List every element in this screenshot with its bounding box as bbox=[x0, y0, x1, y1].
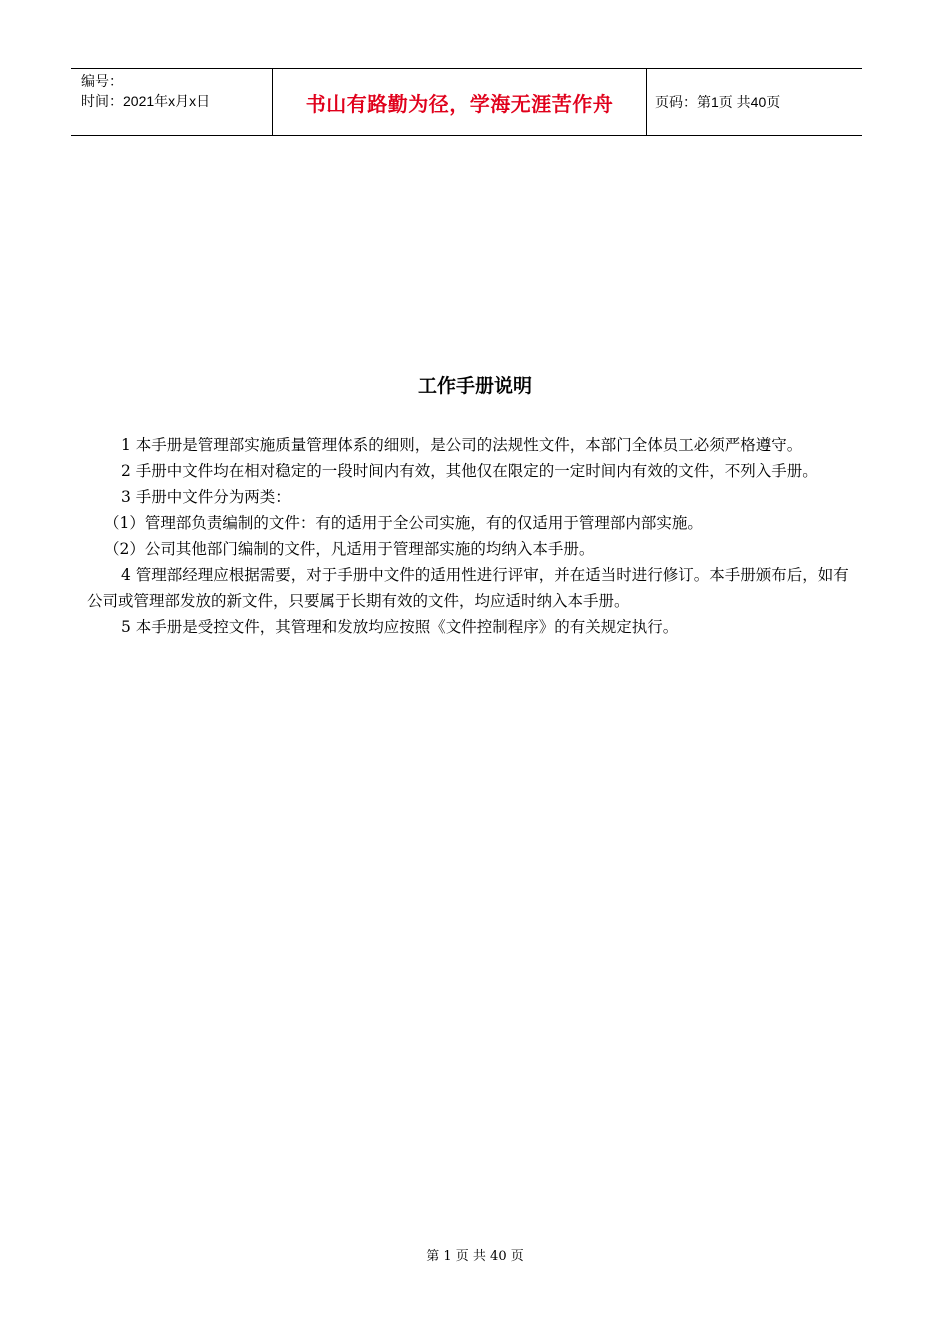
header-motto: 书山有路勤为径，学海无涯苦作舟 bbox=[273, 69, 647, 135]
page-header bbox=[71, 68, 862, 136]
paragraph-1: 1 本手册是管理部实施质量管理体系的细则，是公司的法规性文件，本部门全体员工必须严格遵守。 bbox=[121, 436, 803, 454]
document-body bbox=[87, 432, 857, 640]
paragraph-2: 2 手册中文件均在相对稳定的一段时间内有效，其他仅在限定的一定时间内有效的文件，不列入手册。 bbox=[121, 462, 818, 480]
header-meta bbox=[71, 69, 273, 135]
document-title: 工作手册说明 bbox=[417, 375, 532, 397]
document-code-label: 编号： bbox=[81, 73, 123, 89]
page-footer: 第 1 页 共 40 页 bbox=[426, 1249, 524, 1264]
paragraph-3-item-1: （1）管理部负责编制的文件：有的适用于全公司实施，有的仅适用于管理部内部实施。 bbox=[104, 514, 703, 532]
paragraph-5: 5 本手册是受控文件，其管理和发放均应按照《文件控制程序》的有关规定执行。 bbox=[121, 618, 679, 636]
paragraph-3: 3 手册中文件分为两类： bbox=[121, 488, 291, 506]
paragraph-4: 4 管理部经理应根据需要，对于手册中文件的适用性进行评审，并在适当时进行修订。本手册颁布后，如有公司或管理部发放的新文件，只要属于长期有效的文件，均应适时纳入本手册。 bbox=[87, 566, 849, 610]
header-page-info: 页码：第1页 共40页 bbox=[655, 94, 781, 110]
paragraph-3-item-2: （2）公司其他部门编制的文件，凡适用于管理部实施的均纳入本手册。 bbox=[104, 540, 595, 558]
document-date: 时间：2021年x月x日 bbox=[81, 93, 211, 109]
